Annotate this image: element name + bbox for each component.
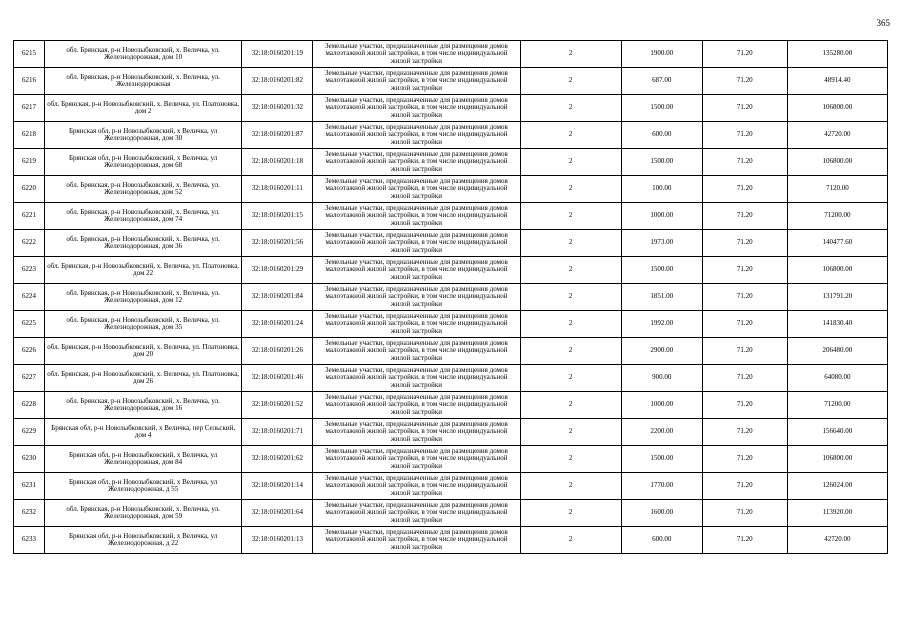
table-row — [14, 122, 888, 149]
cadastral-value-cell: 126024.00 — [787, 473, 887, 500]
specific-value-cell: 71.20 — [702, 365, 787, 392]
category-cell: 2 — [520, 419, 621, 446]
specific-value-cell: 71.20 — [702, 392, 787, 419]
area-cell: 1600.00 — [621, 500, 702, 527]
cadastral-number-cell: 32:18:0160201:15 — [242, 203, 313, 230]
table-row — [14, 392, 888, 419]
area-cell: 1500.00 — [621, 149, 702, 176]
category-cell: 2 — [520, 41, 621, 68]
specific-value-cell: 71.20 — [702, 68, 787, 95]
address-cell: обл. Брянская, р-н Новозыбковский, х. Величка, ул. Платоновка, дом 2 — [45, 95, 242, 122]
cadastral-number-cell: 32:18:0160201:84 — [242, 284, 313, 311]
specific-value-cell: 71.20 — [702, 473, 787, 500]
area-cell: 600.00 — [621, 122, 702, 149]
address-cell: обл. Брянская, р-н Новозыбковский, х. Величка, ул. Железнодорожная, дом 74 — [45, 203, 242, 230]
address-cell: обл. Брянская, р-н Новозыбковский, х. Величка, ул. Железнодорожная, дом 52 — [45, 176, 242, 203]
cadastral-number-cell: 32:18:0160201:52 — [242, 392, 313, 419]
table-row — [14, 176, 888, 203]
category-cell: 2 — [520, 284, 621, 311]
row-number-cell: 6224 — [14, 284, 45, 311]
area-cell: 100.00 — [621, 176, 702, 203]
cadastral-value-cell: 42720.00 — [787, 527, 887, 554]
address-cell: обл. Брянская, р-н Новозыбковский, х. Величка, ул. Платоновка, дом 20 — [45, 338, 242, 365]
table-row — [14, 500, 888, 527]
category-cell: 2 — [520, 176, 621, 203]
land-use-description-cell: Земельные участки, предназначенные для размещения домов малоэтажной жилой застройки, в том числе индивидуальной жилой застройки — [313, 338, 520, 365]
land-use-description-cell: Земельные участки, предназначенные для размещения домов малоэтажной жилой застройки, в том числе индивидуальной жилой застройки — [313, 95, 520, 122]
row-number-cell: 6229 — [14, 419, 45, 446]
address-cell: обл. Брянская, р-н Новозыбковский, х. Величка, ул. Железнодорожная, дом 10 — [45, 41, 242, 68]
cadastral-value-cell: 113920.00 — [787, 500, 887, 527]
category-cell: 2 — [520, 95, 621, 122]
table-row — [14, 311, 888, 338]
specific-value-cell: 71.20 — [702, 338, 787, 365]
land-use-description-cell: Земельные участки, предназначенные для размещения домов малоэтажной жилой застройки, в том числе индивидуальной жилой застройки — [313, 203, 520, 230]
cadastral-number-cell: 32:18:0160201:24 — [242, 311, 313, 338]
cadastral-number-cell: 32:18:0160201:62 — [242, 446, 313, 473]
cadastral-value-cell: 71200.00 — [787, 392, 887, 419]
category-cell: 2 — [520, 230, 621, 257]
cadastral-value-cell: 106800.00 — [787, 95, 887, 122]
address-cell: обл. Брянская, р-н Новозыбковский, х. Величка, ул. Железнодорожная, дом 12 — [45, 284, 242, 311]
cadastral-value-cell: 48914.40 — [787, 68, 887, 95]
table-row — [14, 230, 888, 257]
cadastral-number-cell: 32:18:0160201:26 — [242, 338, 313, 365]
area-cell: 1900.00 — [621, 41, 702, 68]
category-cell: 2 — [520, 338, 621, 365]
category-cell: 2 — [520, 500, 621, 527]
table-row — [14, 338, 888, 365]
specific-value-cell: 71.20 — [702, 95, 787, 122]
land-use-description-cell: Земельные участки, предназначенные для размещения домов малоэтажной жилой застройки, в том числе индивидуальной жилой застройки — [313, 257, 520, 284]
row-number-cell: 6215 — [14, 41, 45, 68]
specific-value-cell: 71.20 — [702, 176, 787, 203]
table-row — [14, 473, 888, 500]
table-row — [14, 284, 888, 311]
cadastral-value-cell: 64080.00 — [787, 365, 887, 392]
cadastral-number-cell: 32:18:0160201:56 — [242, 230, 313, 257]
specific-value-cell: 71.20 — [702, 122, 787, 149]
category-cell: 2 — [520, 68, 621, 95]
table-row — [14, 149, 888, 176]
table-row — [14, 419, 888, 446]
category-cell: 2 — [520, 473, 621, 500]
table-row — [14, 68, 888, 95]
address-cell: обл. Брянская, р-н Новозыбковский, х. Величка, ул. Железнодорожная, дом 35 — [45, 311, 242, 338]
cadastral-number-cell: 32:18:0160201:71 — [242, 419, 313, 446]
table-row — [14, 95, 888, 122]
table-row — [14, 365, 888, 392]
specific-value-cell: 71.20 — [702, 203, 787, 230]
row-number-cell: 6226 — [14, 338, 45, 365]
cadastral-value-cell: 131791.20 — [787, 284, 887, 311]
area-cell: 1973.00 — [621, 230, 702, 257]
cadastral-value-cell: 71200.00 — [787, 203, 887, 230]
land-use-description-cell: Земельные участки, предназначенные для размещения домов малоэтажной жилой застройки, в том числе индивидуальной жилой застройки — [313, 500, 520, 527]
row-number-cell: 6220 — [14, 176, 45, 203]
cadastral-number-cell: 32:18:0160201:64 — [242, 500, 313, 527]
specific-value-cell: 71.20 — [702, 230, 787, 257]
area-cell: 1000.00 — [621, 392, 702, 419]
cadastral-number-cell: 32:18:0160201:29 — [242, 257, 313, 284]
category-cell: 2 — [520, 203, 621, 230]
cadastral-number-cell: 32:18:0160201:19 — [242, 41, 313, 68]
table-row — [14, 446, 888, 473]
area-cell: 1000.00 — [621, 203, 702, 230]
cadastral-value-cell: 156640.00 — [787, 419, 887, 446]
specific-value-cell: 71.20 — [702, 284, 787, 311]
area-cell: 1992.00 — [621, 311, 702, 338]
address-cell: Брянская обл, р-н Новозыбковский, х Величка, ул Железнодорожная, дом 68 — [45, 149, 242, 176]
cadastral-value-cell: 141830.40 — [787, 311, 887, 338]
land-use-description-cell: Земельные участки, предназначенные для размещения домов малоэтажной жилой застройки, в том числе индивидуальной жилой застройки — [313, 284, 520, 311]
land-use-description-cell: Земельные участки, предназначенные для размещения домов малоэтажной жилой застройки, в том числе индивидуальной жилой застройки — [313, 473, 520, 500]
row-number-cell: 6225 — [14, 311, 45, 338]
address-cell: Брянская обл, р-н Новозыбковский, х Величка, ул Железнодорожная, дом 30 — [45, 122, 242, 149]
land-use-description-cell: Земельные участки, предназначенные для размещения домов малоэтажной жилой застройки, в том числе индивидуальной жилой застройки — [313, 527, 520, 554]
category-cell: 2 — [520, 527, 621, 554]
cadastral-number-cell: 32:18:0160201:87 — [242, 122, 313, 149]
cadastral-value-cell: 206480.00 — [787, 338, 887, 365]
address-cell: обл. Брянская, р-н Новозыбковский, х. Величка, ул. Железнодорожная — [45, 68, 242, 95]
cadastral-number-cell: 32:18:0160201:18 — [242, 149, 313, 176]
cadastral-number-cell: 32:18:0160201:46 — [242, 365, 313, 392]
area-cell: 1851.00 — [621, 284, 702, 311]
cadastral-value-cell: 7120.00 — [787, 176, 887, 203]
area-cell: 1500.00 — [621, 257, 702, 284]
row-number-cell: 6218 — [14, 122, 45, 149]
row-number-cell: 6228 — [14, 392, 45, 419]
row-number-cell: 6222 — [14, 230, 45, 257]
cadastral-value-cell: 135280.00 — [787, 41, 887, 68]
address-cell: Брянская обл, р-н Новозыбковский, х Величка, ул Железнодорожная, дом 84 — [45, 446, 242, 473]
row-number-cell: 6232 — [14, 500, 45, 527]
cadastral-number-cell: 32:18:0160201:11 — [242, 176, 313, 203]
row-number-cell: 6227 — [14, 365, 45, 392]
land-use-description-cell: Земельные участки, предназначенные для размещения домов малоэтажной жилой застройки, в том числе индивидуальной жилой застройки — [313, 311, 520, 338]
land-use-description-cell: Земельные участки, предназначенные для размещения домов малоэтажной жилой застройки, в том числе индивидуальной жилой застройки — [313, 176, 520, 203]
area-cell: 600.00 — [621, 527, 702, 554]
row-number-cell: 6219 — [14, 149, 45, 176]
address-cell: обл. Брянская, р-н Новозыбковский, х. Величка, ул. Железнодорожная, дом 36 — [45, 230, 242, 257]
area-cell: 2900.00 — [621, 338, 702, 365]
specific-value-cell: 71.20 — [702, 257, 787, 284]
specific-value-cell: 71.20 — [702, 311, 787, 338]
category-cell: 2 — [520, 392, 621, 419]
table-row — [14, 203, 888, 230]
category-cell: 2 — [520, 365, 621, 392]
address-cell: обл. Брянская, р-н Новозыбковский, х. Величка, ул. Железнодорожная, дом 59 — [45, 500, 242, 527]
cadastral-value-cell: 140477.60 — [787, 230, 887, 257]
address-cell: обл. Брянская, р-н Новозыбковский, х. Величка, ул. Платоновка, дом 26 — [45, 365, 242, 392]
row-number-cell: 6221 — [14, 203, 45, 230]
category-cell: 2 — [520, 122, 621, 149]
land-use-description-cell: Земельные участки, предназначенные для размещения домов малоэтажной жилой застройки, в том числе индивидуальной жилой застройки — [313, 68, 520, 95]
area-cell: 1500.00 — [621, 446, 702, 473]
table-row — [14, 41, 888, 68]
address-cell: обл. Брянская, р-н Новозыбковский, х. Величка, ул. Платоновка, дом 22 — [45, 257, 242, 284]
land-use-description-cell: Земельные участки, предназначенные для размещения домов малоэтажной жилой застройки, в том числе индивидуальной жилой застройки — [313, 41, 520, 68]
land-use-description-cell: Земельные участки, предназначенные для размещения домов малоэтажной жилой застройки, в том числе индивидуальной жилой застройки — [313, 365, 520, 392]
row-number-cell: 6233 — [14, 527, 45, 554]
land-use-description-cell: Земельные участки, предназначенные для размещения домов малоэтажной жилой застройки, в том числе индивидуальной жилой застройки — [313, 419, 520, 446]
row-number-cell: 6230 — [14, 446, 45, 473]
page-number: 365 — [876, 18, 890, 28]
specific-value-cell: 71.20 — [702, 446, 787, 473]
cadastral-number-cell: 32:18:0160201:32 — [242, 95, 313, 122]
table-body — [14, 41, 888, 554]
area-cell: 900.00 — [621, 365, 702, 392]
address-cell: Брянская обл, р-н Новозыбковский, х Величка, ул Железнодорожная, д 22 — [45, 527, 242, 554]
land-use-description-cell: Земельные участки, предназначенные для размещения домов малоэтажной жилой застройки, в том числе индивидуальной жилой застройки — [313, 392, 520, 419]
address-cell: Брянская обл, р-н Новозыбковский, х Величка, пер Сельский, дом 4 — [45, 419, 242, 446]
row-number-cell: 6216 — [14, 68, 45, 95]
cadastral-value-cell: 106800.00 — [787, 257, 887, 284]
category-cell: 2 — [520, 311, 621, 338]
category-cell: 2 — [520, 446, 621, 473]
area-cell: 1770.00 — [621, 473, 702, 500]
address-cell: обл. Брянская, р-н Новозыбковский, х. Величка, ул. Железнодорожная, дом 16 — [45, 392, 242, 419]
specific-value-cell: 71.20 — [702, 419, 787, 446]
category-cell: 2 — [520, 149, 621, 176]
row-number-cell: 6223 — [14, 257, 45, 284]
cadastral-value-table — [13, 40, 888, 554]
specific-value-cell: 71.20 — [702, 500, 787, 527]
cadastral-number-cell: 32:18:0160201:82 — [242, 68, 313, 95]
cadastral-number-cell: 32:18:0160201:14 — [242, 473, 313, 500]
row-number-cell: 6231 — [14, 473, 45, 500]
area-cell: 687.00 — [621, 68, 702, 95]
cadastral-value-cell: 42720.00 — [787, 122, 887, 149]
address-cell: Брянская обл, р-н Новозыбковский, х Величка, ул Железнодорожная, д 55 — [45, 473, 242, 500]
land-use-description-cell: Земельные участки, предназначенные для размещения домов малоэтажной жилой застройки, в том числе индивидуальной жилой застройки — [313, 446, 520, 473]
area-cell: 1500.00 — [621, 95, 702, 122]
cadastral-number-cell: 32:18:0160201:13 — [242, 527, 313, 554]
category-cell: 2 — [520, 257, 621, 284]
land-use-description-cell: Земельные участки, предназначенные для размещения домов малоэтажной жилой застройки, в том числе индивидуальной жилой застройки — [313, 230, 520, 257]
specific-value-cell: 71.20 — [702, 527, 787, 554]
row-number-cell: 6217 — [14, 95, 45, 122]
cadastral-value-cell: 106800.00 — [787, 446, 887, 473]
specific-value-cell: 71.20 — [702, 41, 787, 68]
table-row — [14, 527, 888, 554]
specific-value-cell: 71.20 — [702, 149, 787, 176]
area-cell: 2200.00 — [621, 419, 702, 446]
cadastral-value-cell: 106800.00 — [787, 149, 887, 176]
land-use-description-cell: Земельные участки, предназначенные для размещения домов малоэтажной жилой застройки, в том числе индивидуальной жилой застройки — [313, 149, 520, 176]
land-use-description-cell: Земельные участки, предназначенные для размещения домов малоэтажной жилой застройки, в том числе индивидуальной жилой застройки — [313, 122, 520, 149]
table-row — [14, 257, 888, 284]
